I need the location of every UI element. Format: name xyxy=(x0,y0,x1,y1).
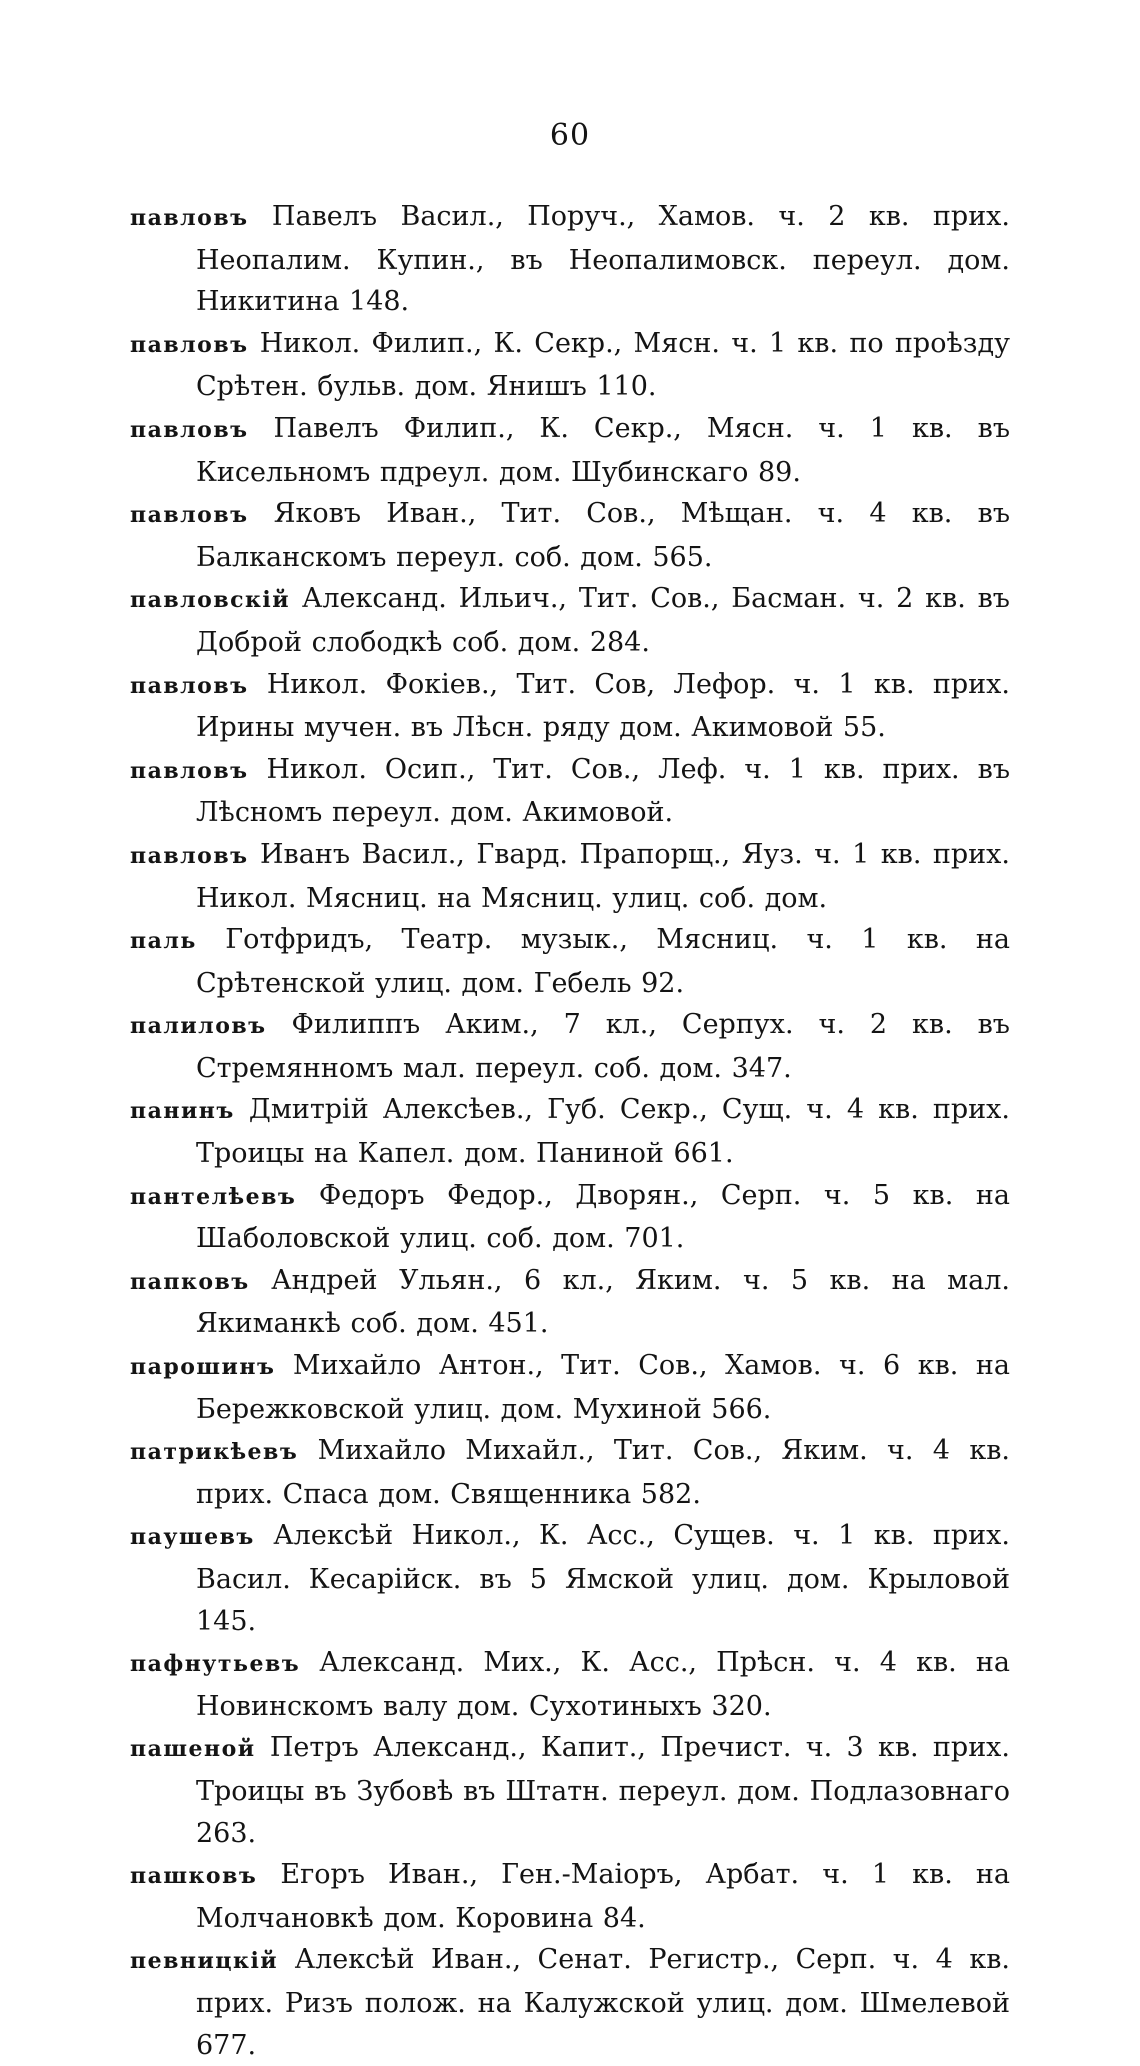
entry-surname: пашковъ xyxy=(130,1863,258,1890)
directory-entry xyxy=(130,1345,1010,1430)
directory-entry xyxy=(130,1642,1010,1727)
entry-text: Филиппъ Аким., 7 кл., Серпух. ч. 2 кв. въ Стремянномъ мал. переул. соб. дом. 347. xyxy=(196,1009,1010,1084)
directory-entry xyxy=(130,1515,1010,1642)
entry-text: Яковъ Иван., Тит. Сов., Мѣщан. ч. 4 кв. въ Балканскомъ переул. соб. дом. 565. xyxy=(196,498,1010,573)
entry-text: Павелъ Васил., Поруч., Хамов. ч. 2 кв. прих. Неопалим. Купин., въ Неопалимовск. переул. дом. Никитина 148. xyxy=(196,201,1010,318)
directory-entry xyxy=(130,323,1010,408)
directory-entry xyxy=(130,578,1010,663)
directory-entry xyxy=(130,196,1010,323)
entry-text: Алексѣй Иван., Сенат. Регистр., Серп. ч. 4 кв. прих. Ризъ полож. на Калужской улиц. дом. Шмелевой 677. xyxy=(196,1944,1010,2061)
directory-entry xyxy=(130,749,1010,834)
entry-surname: пашеной xyxy=(130,1736,256,1763)
entry-surname: патрикѣевъ xyxy=(130,1439,299,1466)
entry-text: Готфридъ, Театр. музык., Мясниц. ч. 1 кв. на Срѣтенской улиц. дом. Гебель 92. xyxy=(196,924,1010,999)
entry-surname: парошинъ xyxy=(130,1354,276,1381)
directory-entry xyxy=(130,1939,1010,2066)
directory-entry xyxy=(130,834,1010,919)
directory-entry xyxy=(130,493,1010,578)
page-number: 60 xyxy=(549,118,591,153)
entry-surname: павловъ xyxy=(130,757,249,784)
entry-surname: паушевъ xyxy=(130,1524,255,1551)
directory-entry xyxy=(130,1260,1010,1345)
entry-surname: павловъ xyxy=(130,672,249,699)
entry-surname: панинъ xyxy=(130,1098,235,1125)
entry-text: Никол. Филип., К. Секр., Мясн. ч. 1 кв. по проѣзду Срѣтен. бульв. дом. Янишъ 110. xyxy=(196,327,1010,403)
entry-surname: павловъ xyxy=(130,842,249,869)
entry-surname: павловъ xyxy=(130,331,249,358)
entry-text: Александ. Мих., К. Асс., Прѣсн. ч. 4 кв. на Новинскомъ валу дом. Сухотиныхъ 320. xyxy=(196,1647,1010,1722)
entry-text: Михайло Михайл., Тит. Сов., Яким. ч. 4 кв. прих. Спаса дом. Священника 582. xyxy=(196,1435,1010,1510)
entry-surname: павловъ xyxy=(130,502,249,529)
entry-list xyxy=(130,196,1010,2066)
directory-entry xyxy=(130,1004,1010,1089)
directory-entry xyxy=(130,664,1010,749)
entry-surname: паль xyxy=(130,928,197,955)
entry-surname: павловъ xyxy=(130,416,249,443)
entry-text: Никол. Осип., Тит. Сов., Леф. ч. 1 кв. прих. въ Лѣсномъ переул. дом. Акимовой. xyxy=(196,753,1010,829)
directory-entry xyxy=(130,1430,1010,1515)
directory-entry xyxy=(130,408,1010,493)
directory-entry xyxy=(130,1089,1010,1174)
entry-surname: певницкій xyxy=(130,1948,279,1975)
entry-text: Федоръ Федор., Дворян., Серп. ч. 5 кв. на Шаболовской улиц. соб. дом. 701. xyxy=(196,1179,1010,1255)
directory-entry xyxy=(130,1175,1010,1260)
entry-surname: пафнутьевъ xyxy=(130,1651,301,1678)
entry-surname: павловъ xyxy=(130,205,249,231)
entry-surname: папковъ xyxy=(130,1268,250,1295)
directory-entry xyxy=(130,1727,1010,1854)
entry-text: Дмитрій Алексѣев., Губ. Секр., Сущ. ч. 4 кв. прих. Троицы на Капел. дом. Паниной 661. xyxy=(196,1094,1010,1170)
entry-text: Алексѣй Никол., К. Асс., Сущев. ч. 1 кв. прих. Васил. Кесарійск. въ 5 Ямской улиц. дом. Крыловой 145. xyxy=(196,1520,1010,1637)
entry-surname: пантелѣевъ xyxy=(130,1183,297,1210)
entry-text: Павелъ Филип., К. Секр., Мясн. ч. 1 кв. въ Кисельномъ пдреул. дом. Шубинскаго 89. xyxy=(196,412,1010,488)
entry-text: Никол. Фокіев., Тит. Сов, Лефор. ч. 1 кв. прих. Ирины мучен. въ Лѣсн. ряду дом. Акимовой 55. xyxy=(196,668,1010,744)
entry-surname: павловскій xyxy=(130,587,291,614)
entry-surname: палиловъ xyxy=(130,1013,267,1040)
entry-text: Андрей Ульян., 6 кл., Яким. ч. 5 кв. на мал. Якиманкѣ соб. дом. 451. xyxy=(196,1264,1010,1340)
entry-text: Александ. Ильич., Тит. Сов., Басман. ч. 2 кв. въ Доброй слободкѣ соб. дом. 284. xyxy=(196,583,1010,658)
entry-text: Егоръ Иван., Ген.-Маіоръ, Арбат. ч. 1 кв. на Молчановкѣ дом. Коровина 84. xyxy=(196,1859,1010,1934)
entry-text: Михайло Антон., Тит. Сов., Хамов. ч. 6 кв. на Бережковской улиц. дом. Мухиной 566. xyxy=(196,1350,1010,1425)
entry-text: Иванъ Васил., Гвард. Прапорщ., Яуз. ч. 1 кв. прих. Никол. Мясниц. на Мясниц. улиц. соб. дом. xyxy=(196,838,1010,914)
entry-text: Петръ Александ., Капит., Пречист. ч. 3 кв. прих. Троицы въ Зубовѣ въ Штатн. переул. дом. Подлазовнаго 263. xyxy=(196,1732,1010,1849)
directory-entry xyxy=(130,919,1010,1004)
